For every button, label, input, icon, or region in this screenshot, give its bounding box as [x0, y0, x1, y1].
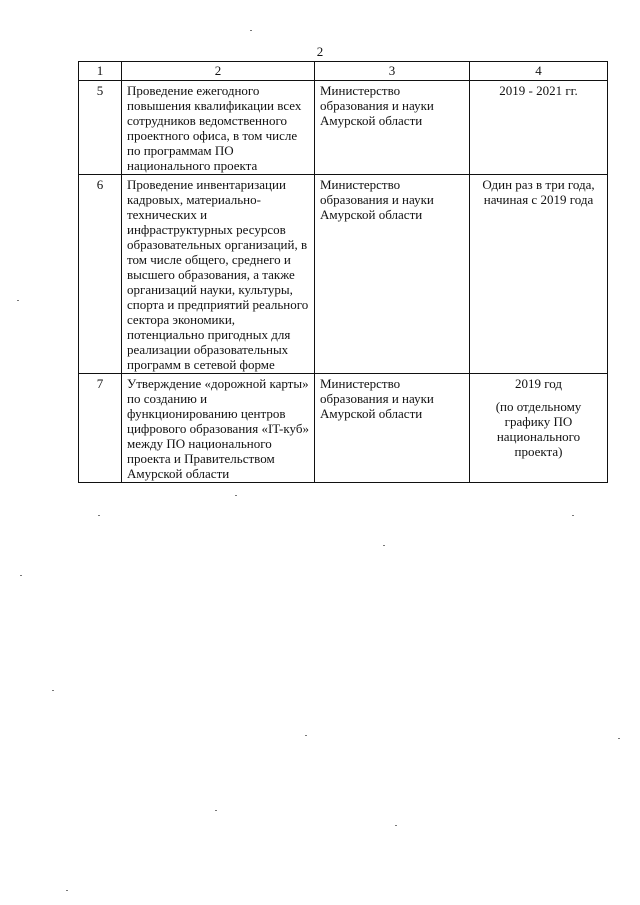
- term-text: 2019 год: [515, 376, 562, 391]
- scan-speck: [383, 545, 385, 546]
- scan-speck: [618, 738, 620, 739]
- term-note: (по отдельному графику ПО национального проекта): [495, 399, 582, 459]
- scan-speck: [52, 690, 54, 691]
- table-row: [79, 175, 608, 374]
- term-text: 2019 - 2021 гг.: [499, 83, 578, 98]
- scan-speck: [17, 300, 19, 301]
- column-number-header-3: 3: [315, 62, 470, 81]
- column-number-header-1: 1: [79, 62, 122, 81]
- table-row: [79, 374, 608, 483]
- activity-cell: Проведение инвентаризации кадровых, материально-технических и инфраструктурных ресурсов образовательных организаций, в том числе общего, среднего и высшего образования, а также организаций науки, культуры, спорта и предприятий реального сектора экономики, потенциально пригодных для реализации образовательных программ в сетевой форме: [122, 175, 315, 374]
- scan-speck: [98, 515, 100, 516]
- scan-speck: [215, 810, 217, 811]
- scan-speck: [395, 825, 397, 826]
- term-cell: [470, 374, 608, 483]
- row-number: 5: [79, 81, 122, 175]
- responsible-cell: Министерство образования и науки Амурской области: [315, 175, 470, 374]
- scan-speck: [572, 515, 574, 516]
- activity-plan-table: [78, 61, 608, 483]
- activity-cell: Утверждение «дорожной карты» по созданию и функционированию центров цифрового образования «IT-куб» между ПО национального проекта и Правительством Амурской области: [122, 374, 315, 483]
- responsible-cell: Министерство образования и науки Амурской области: [315, 374, 470, 483]
- term-text: Один раз в три года, начиная с 2019 года: [482, 177, 595, 207]
- page-number: 2: [316, 44, 324, 59]
- row-number: 6: [79, 175, 122, 374]
- scan-speck: [235, 495, 237, 496]
- activity-cell: Проведение ежегодного повышения квалификации всех сотрудников ведомственного проектного офиса, в том числе по программам ПО национального проекта: [122, 81, 315, 175]
- responsible-cell: Министерство образования и науки Амурской области: [315, 81, 470, 175]
- scan-speck: [20, 575, 22, 576]
- term-cell: [470, 81, 608, 175]
- term-spacer: [475, 391, 602, 399]
- column-number-header-2: 2: [122, 62, 315, 81]
- term-cell: [470, 175, 608, 374]
- scan-speck: [66, 890, 68, 891]
- table-header-row: [79, 62, 608, 81]
- scan-speck: [305, 735, 307, 736]
- column-number-header-4: 4: [470, 62, 608, 81]
- table-row: [79, 81, 608, 175]
- row-number: 7: [79, 374, 122, 483]
- scan-speck: [250, 30, 252, 31]
